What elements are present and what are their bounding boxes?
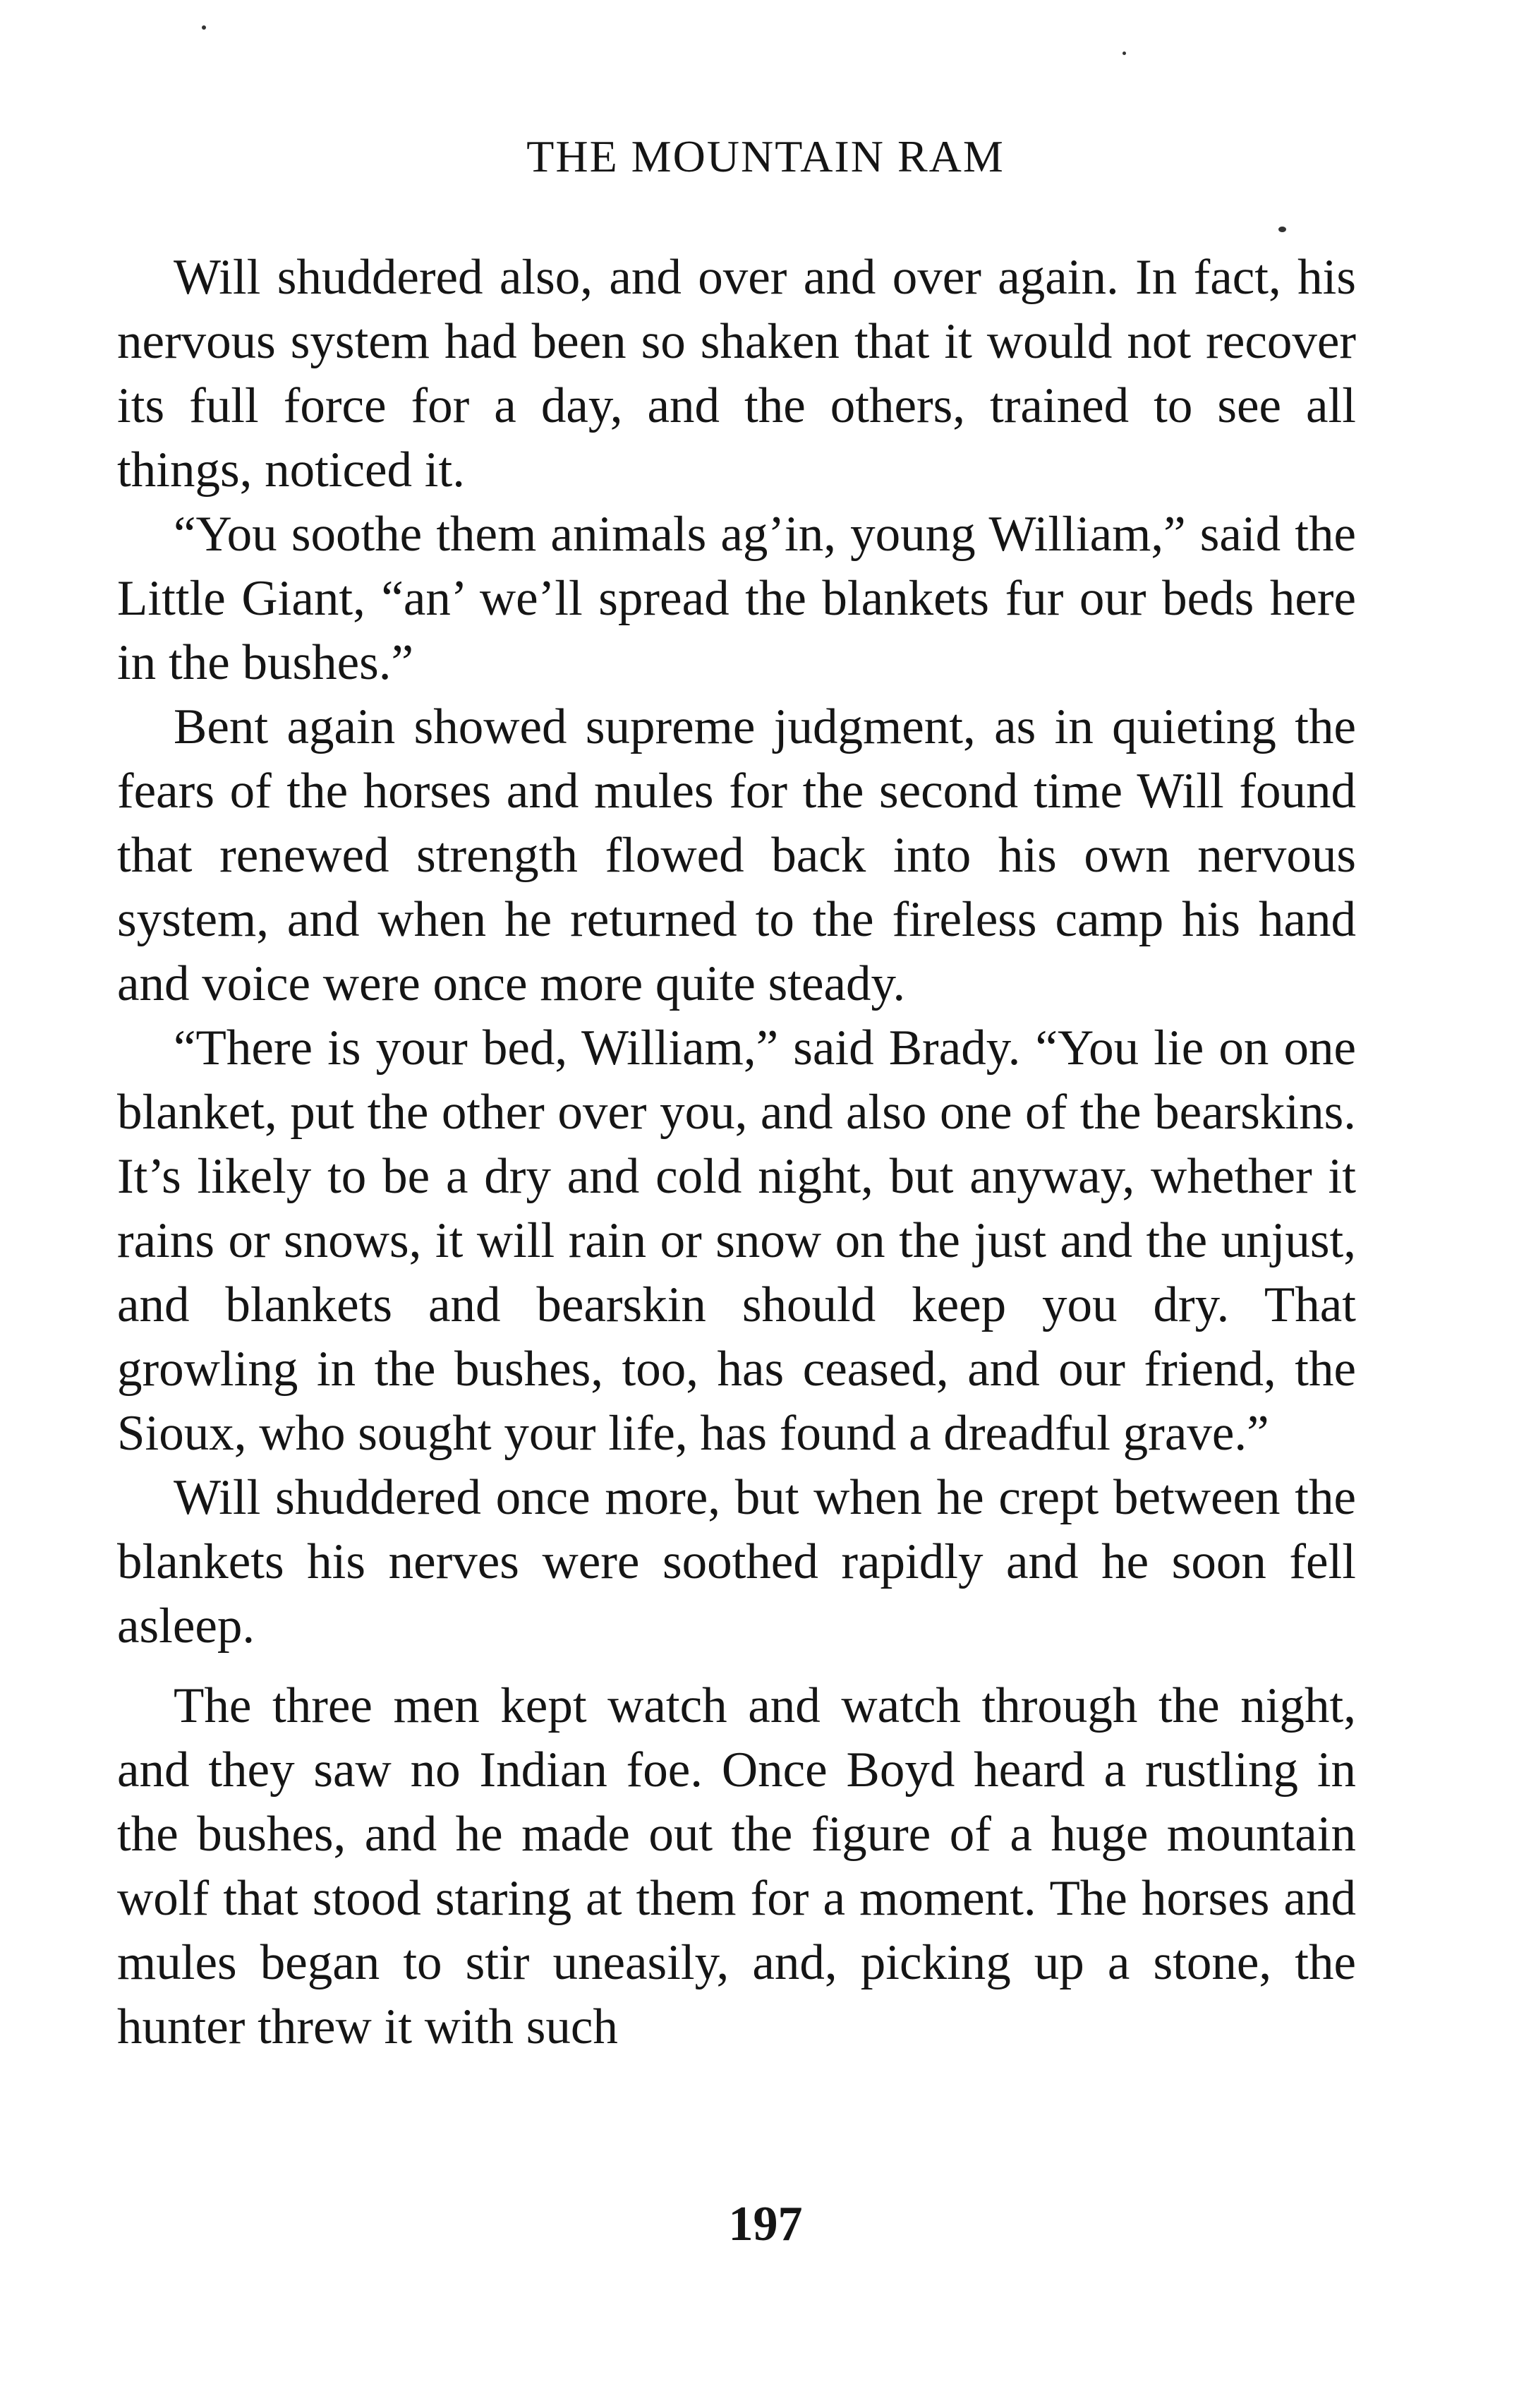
paragraph: Will shuddered once more, but when he crept between the blankets his nerves were soothed rapidly and he soon fell asleep. — [117, 1470, 1356, 1654]
paragraph: Bent again showed supreme judgment, as in quieting the fears of the horses and mules for the second time Will found that renewed strength flowed back into his own nervous system, and when he returned to the fireless camp his hand and voice were once more quite steady. — [117, 699, 1356, 1011]
paragraph: “There is your bed, William,” said Brady. “You lie on one blanket, put the other over you, and also one of the bearskins. It’s likely to be a dry and cold night, but anyway, whether it rains or snows, it will rain or snow on the just and the unjust, and blankets and bearskin should keep you dry. That growling in the bushes, too, has ceased, and our friend, the Sioux, who sought your life, has found a dreadful grave.” — [117, 1021, 1356, 1461]
paper-speck — [1278, 227, 1286, 232]
body-text — [117, 246, 1356, 2059]
running-header: THE MOUNTAIN RAM — [526, 131, 1005, 181]
paper-speck — [202, 25, 206, 30]
paragraph: The three men kept watch and watch through the night, and they saw no Indian foe. Once Boyd heard a rustling in the bushes, and he made out the figure of a huge mountain wolf that stood staring at them for a moment. The horses and mules began to stir uneasily, and, picking up a stone, the hunter threw it with such — [117, 1678, 1356, 2054]
paragraph: Will shuddered also, and over and over again. In fact, his nervous system had been so shaken that it would not recover its full force for a day, and the others, trained to see all things, noticed it. — [117, 250, 1356, 498]
paper-speck — [1122, 52, 1126, 55]
page-number: 197 — [728, 2197, 803, 2251]
paragraph: “You soothe them animals ag’in, young William,” said the Little Giant, “an’ we’ll spread the blankets fur our beds here in the bushes.” — [117, 507, 1356, 690]
